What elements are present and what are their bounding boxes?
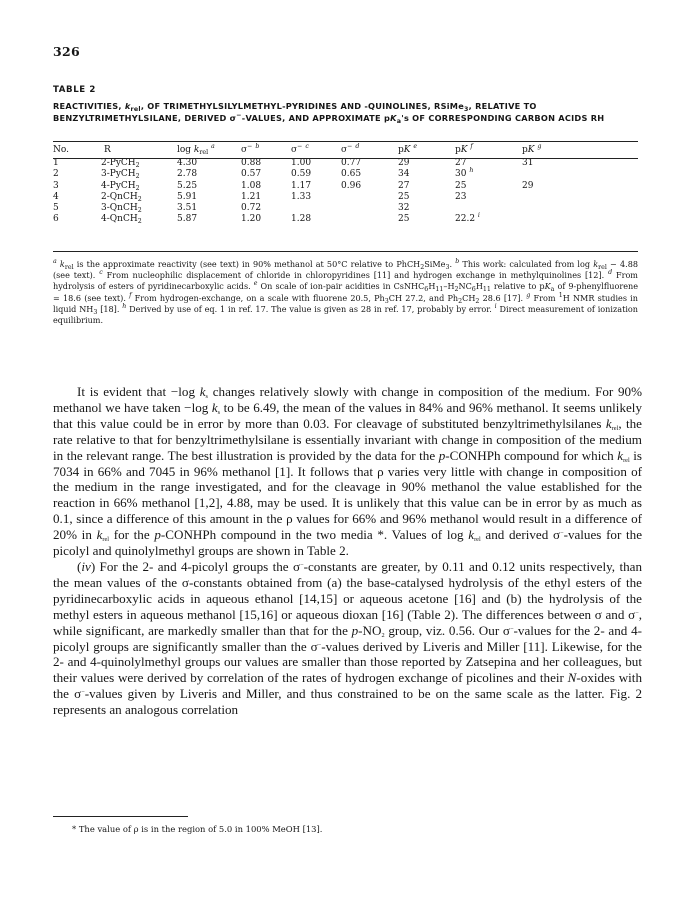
- cell-log-krel: 4.30: [177, 158, 198, 168]
- cell-r: 4-PyCH$_2$: [101, 180, 140, 192]
- page-footnote: * The value of ρ is in the region of 5.0 in 100% MeOH [13].: [72, 824, 323, 834]
- cell-pk-g: [522, 214, 638, 225]
- cell-sigma-c: 1.00: [291, 158, 312, 168]
- cell-log-krel: 5.87: [177, 214, 198, 225]
- table-row: [53, 203, 638, 214]
- cell-pk-e: 25: [398, 214, 410, 225]
- cell-sigma-d: 0.65: [341, 169, 362, 180]
- cell-pk-f: 27: [455, 158, 467, 168]
- cell-no: 2: [53, 169, 59, 180]
- paragraph: It is evident that −log $k_s$ changes relatively slowly with change in composition of the medium. For 90% methanol we have taken −log $k_s$ to be 6.49, the mean of the values in 84% and 96% methanol. It seems unlikely that this value could be in error by more than 0.03. For cleavage of substituted benzyltrimethylsilanes $k_{rel}$, the rate relative to that for benzyltrimethylsilane is essentially invariant with change in composition of the medium in the relevant range. The best illustration is provided by the data for the p-CONHPh compound for which $k_{rel}$ is 7034 in 66% and 7045 in 96% methanol [1]. It follows that ρ varies very little with change in composition of the medium in the range investigated, and for the cleavage in 90% methanol the value established for the reaction in 66% methanol [1,2], 4.88, may be used. It is unlikely that this value can be in error by as much as 0.1, since a difference of this amount in the ρ values for 66% and 96% methanol would result in a difference of 20% in $k_{rel}$ for the p-CONHPh compound in the two media *. Values of $\log k_{rel}$ and derived σ−-values for the picolyl and quinolylmethyl groups are shown in Table 2.: [53, 384, 643, 559]
- cell-no: 3: [53, 180, 59, 191]
- table-bottom-rule: [53, 251, 638, 252]
- data-table: [53, 142, 638, 226]
- cell-pk-f: 23: [455, 191, 467, 202]
- table-caption: REACTIVITIES, $k_{rel}$, OF TRIMETHYLSILYLMETHYL-PYRIDINES AND -QUINOLINES, RSiMe$_3$, RELATIVE TO BENZYLTRIMETHYLSILANE, DERIVED σ−-VALUES, AND APPROXIMATE $pK_a's$ OF CORRESPONDING CARBON ACIDS RH: [53, 101, 605, 125]
- cell-sigma-b: 1.21: [241, 191, 262, 202]
- body-text: [53, 384, 642, 718]
- cell-pk-g: 29: [522, 180, 534, 191]
- cell-sigma-c: 1.17: [291, 180, 312, 191]
- cell-pk-g: 31: [522, 158, 534, 168]
- col-header-r: R: [104, 145, 111, 155]
- cell-sigma-d: 0.96: [341, 180, 362, 191]
- cell-pk-e: 34: [398, 169, 410, 180]
- cell-r: 2-PyCH$_2$: [101, 158, 140, 169]
- cell-r: 2-QnCH$_2$: [101, 191, 142, 203]
- cell-sigma-b: 0.57: [241, 169, 262, 180]
- cell-sigma-d: 0.77: [341, 158, 362, 168]
- cell-sigma-d: [341, 203, 398, 214]
- cell-pk-f: 25: [455, 180, 467, 191]
- cell-sigma-d: [341, 192, 398, 203]
- col-header-log-krel: $\log k_{rel}$ $^a$: [177, 143, 215, 156]
- cell-pk-g: [522, 169, 638, 180]
- cell-pk-e: 29: [398, 158, 410, 168]
- table-header-rule: [53, 158, 638, 159]
- cell-log-krel: 5.25: [177, 180, 198, 191]
- cell-no: 4: [53, 191, 59, 202]
- cell-sigma-c: 1.28: [291, 214, 312, 225]
- cell-no: 1: [53, 158, 59, 168]
- cell-pk-e: 25: [398, 191, 410, 202]
- cell-pk-f: 22.2 $^i$: [455, 212, 480, 225]
- cell-log-krel: 5.91: [177, 191, 198, 202]
- table-header-row: [53, 142, 638, 158]
- cell-sigma-b: 0.72: [241, 203, 262, 214]
- cell-sigma-b: 1.08: [241, 180, 262, 191]
- cell-pk-f: [455, 203, 522, 214]
- cell-log-krel: 3.51: [177, 203, 198, 214]
- cell-sigma-c: 0.59: [291, 169, 312, 180]
- cell-pk-g: [522, 192, 638, 203]
- cell-r: 4-QnCH$_2$: [101, 214, 142, 226]
- cell-r: 3-QnCH$_2$: [101, 203, 142, 215]
- paragraph: (iv) For the 2- and 4-picolyl groups the σ−-constants are greater, by 0.11 and 0.12 units respectively, than the mean values of the σ-constants obtained from (a) the base-catalysed hydrolysis of the ethyl esters of the pyridinecarboxylic acids in aqueous ethanol [14,15] or aqueous acetone [16] and (b) the hydrolysis of the methyl esters in aqueous methanol [15,16] or aqueous dioxan [16] (Table 2). The differences between σ and σ−, while significant, are markedly smaller than that for the $p-NO_2$ group, viz. 0.56. Our σ−-values for the 2- and 4-picolyl groups are significantly smaller than the σ−-values derived by Liveris and Miller [11]. Likewise, for the 2- and 4-quinolylmethyl groups our values are smaller than those reported by Zatsepina and her colleagues, but their values were derived by correlation of the rates of hydrogen exchange of picolines and their N-oxides with the σ−-values given by Liveris and Miller, and thus constrained to be on the same scale as the latter. Fig. 2 represents an analogous correlation: [53, 558, 642, 718]
- cell-no: 6: [53, 214, 59, 225]
- table-row: [53, 169, 638, 180]
- page-number: 326: [53, 44, 80, 59]
- table-row: [53, 181, 638, 192]
- col-header-sigma-d: σ− $^d$: [341, 143, 360, 155]
- cell-sigma-b: 1.20: [241, 214, 262, 225]
- cell-sigma-d: [341, 214, 398, 225]
- col-header-pk-g: pK $^g$: [522, 143, 542, 155]
- cell-sigma-c: [291, 203, 341, 214]
- table-footnotes: $^a$ $k_{rel}$ is the approximate reactivity (see text) in 90% methanol at 50°C relative to PhCH$_2$SiMe$_3$. $^b$ This work: calculated from $\log k_{rel} - 4.88$ (see text). $^c$ From nucleophilic displacement of chloride in chloropyridines [11] and hydrogen exchange in methylquinolines [12]. $^d$ From hydrolysis of esters of pyridinecarboxylic acids. $^e$ On scale of ion-pair acidities in $CsNHC_6H_{11}-H_2NC_6H_{11}$ relative to $pK_a$ of 9-phenylfluorene = 18.6 (see text). $^f$ From hydrogen-exchange, on a scale with fluorene 20.5, $Ph_3CH$ 27.2, and $Ph_2CH_2$ 28.6 [17]. $^g$ From $^1$H NMR studies in liquid $NH_3$ [18]. $^h$ Derived by use of eq. 1 in ref. 17. The value is given as 28 in ref. 17, probably by error. $^i$ Direct measurement of ionization equilibrium.: [53, 258, 638, 326]
- col-header-no: No.: [53, 145, 69, 155]
- cell-sigma-c: 1.33: [291, 191, 312, 202]
- cell-pk-e: 27: [398, 180, 410, 191]
- cell-pk-g: [522, 203, 638, 214]
- footnote-rule: [53, 816, 188, 817]
- cell-r: 3-PyCH$_2$: [101, 169, 140, 181]
- cell-log-krel: 2.78: [177, 169, 198, 180]
- cell-pk-f: 30 $^h$: [455, 167, 474, 180]
- table-label: TABLE 2: [53, 85, 96, 95]
- col-header-pk-e: pK $^e$: [398, 143, 418, 155]
- cell-pk-e: 32: [398, 203, 410, 214]
- table-row: [53, 214, 638, 225]
- table-row: [53, 192, 638, 203]
- col-header-pk-f: pK $^f$: [455, 143, 473, 155]
- col-header-sigma-b: σ− $^b$: [241, 143, 260, 155]
- cell-sigma-b: 0.88: [241, 158, 262, 168]
- table-row: [53, 158, 638, 169]
- col-header-sigma-c: σ− $^c$: [291, 143, 309, 155]
- cell-no: 5: [53, 203, 59, 214]
